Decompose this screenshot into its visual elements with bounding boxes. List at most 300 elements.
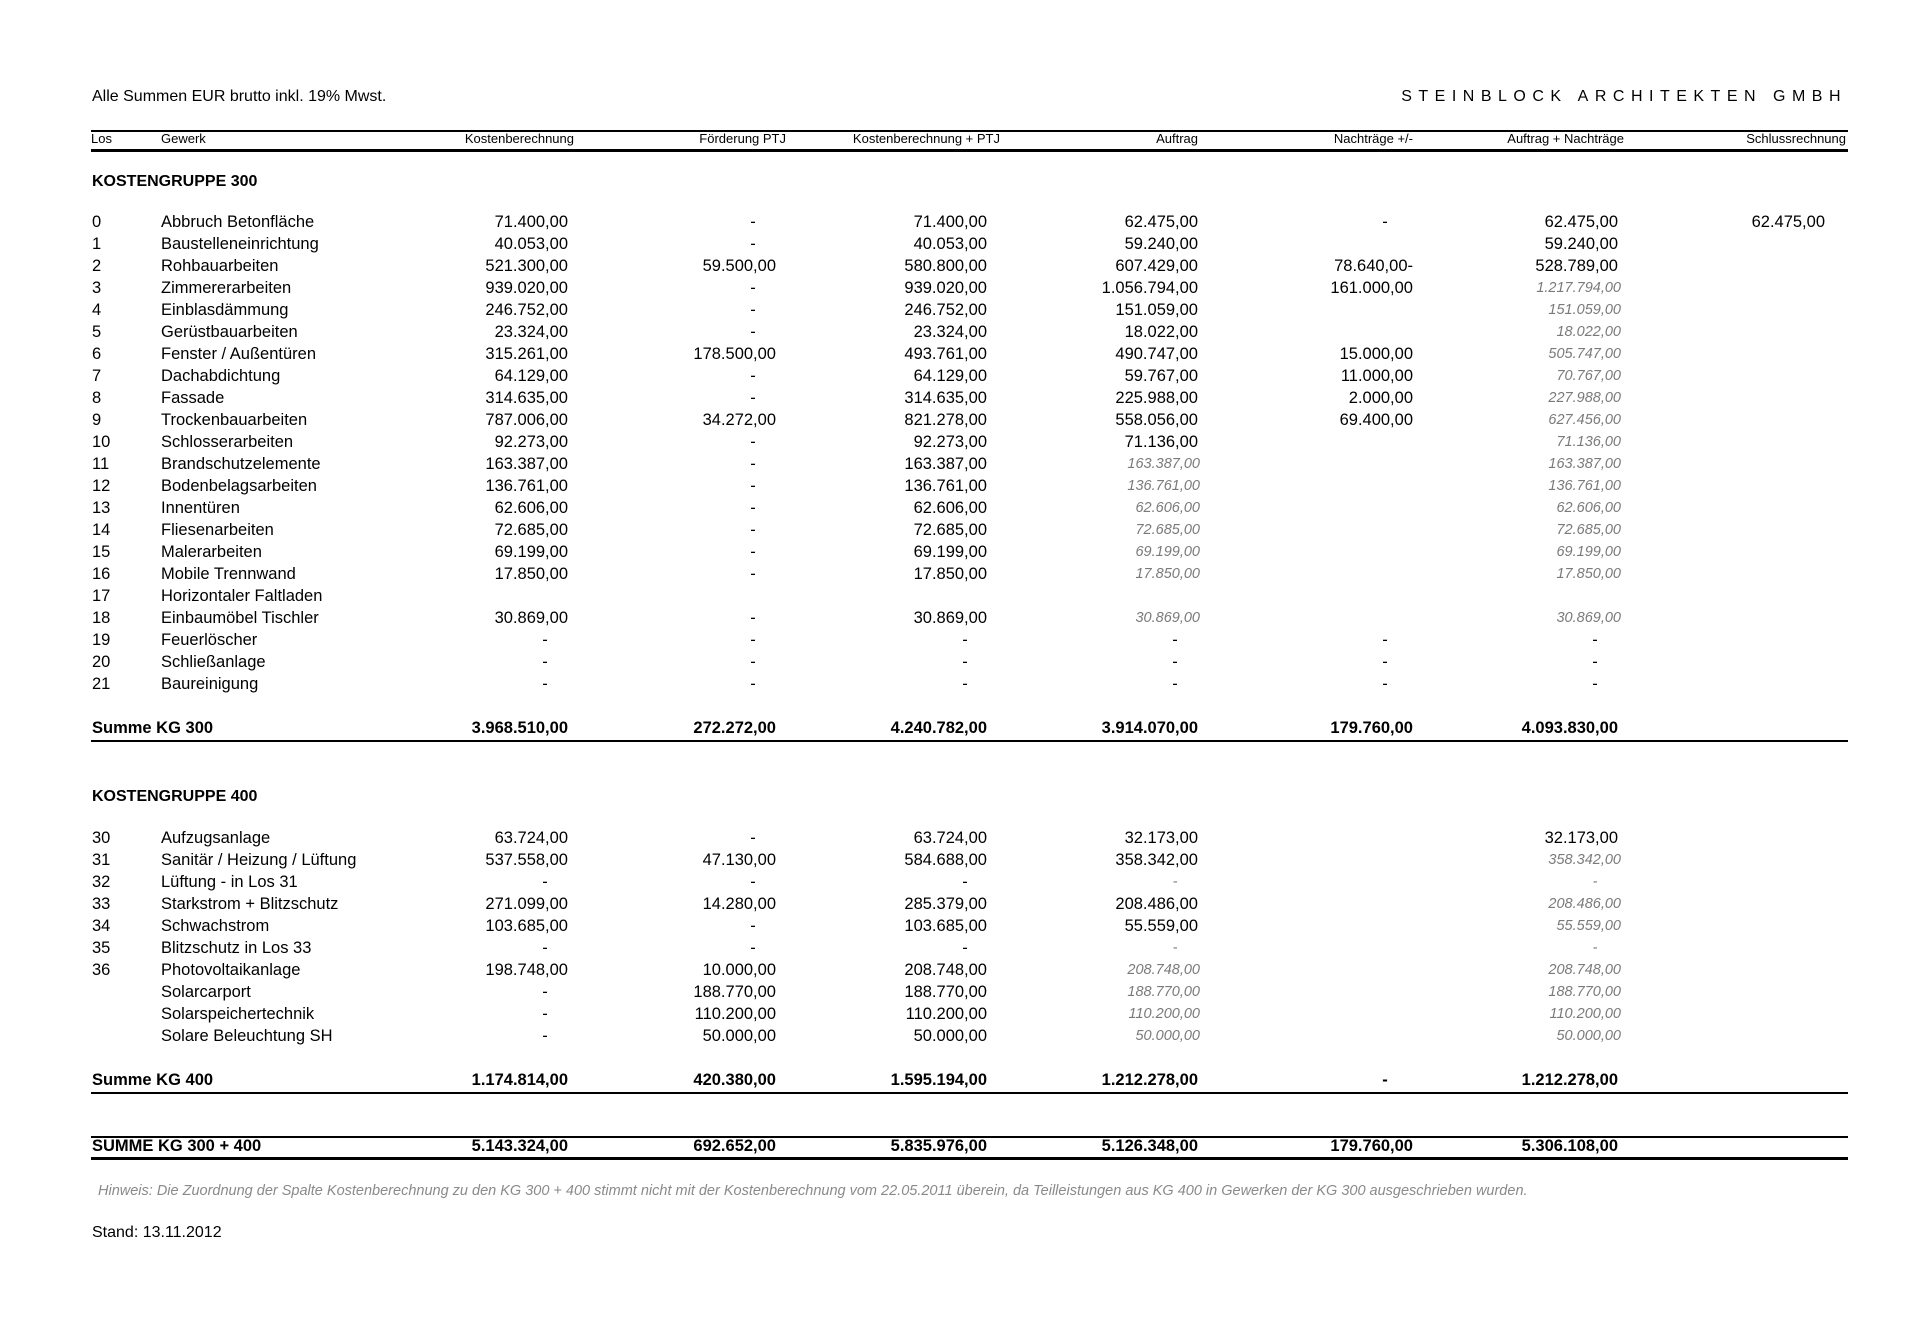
value-cell: 225.988,00 <box>1115 389 1198 407</box>
value-cell: - <box>750 631 756 649</box>
value-cell: 528.789,00 <box>1535 257 1618 275</box>
table-row <box>0 631 1920 653</box>
los-number: 10 <box>92 433 111 451</box>
value-cell: 17.850,00 <box>1135 566 1200 582</box>
sum-label: Summe KG 400 <box>92 1071 214 1089</box>
value-cell: 55.559,00 <box>1556 918 1621 934</box>
value-cell: 2.000,00 <box>1348 389 1413 407</box>
value-cell: 208.486,00 <box>1548 896 1621 912</box>
gewerk-name: Aufzugsanlage <box>161 829 271 847</box>
value-cell: 285.379,00 <box>904 895 987 913</box>
column-header: Förderung PTJ <box>699 131 786 146</box>
value-cell: 188.770,00 <box>693 983 776 1001</box>
value-cell: 314.635,00 <box>904 389 987 407</box>
gewerk-name: Baustelleneinrichtung <box>161 235 319 253</box>
sum-value: 179.760,00 <box>1330 1137 1413 1155</box>
kg400-sum-rule <box>91 1092 1848 1094</box>
value-cell: 70.767,00 <box>1556 368 1621 384</box>
value-cell: - <box>1592 631 1598 649</box>
sum-value: 1.595.194,00 <box>890 1071 987 1089</box>
total-sum-row <box>0 1137 1920 1159</box>
gewerk-name: Abbruch Betonfläche <box>161 213 315 231</box>
value-cell: - <box>962 631 968 649</box>
value-cell: 69.199,00 <box>1556 544 1621 560</box>
gewerk-name: Malerarbeiten <box>161 543 262 561</box>
value-cell: 62.475,00 <box>1544 213 1618 231</box>
column-header: Kostenberechnung <box>464 131 574 146</box>
gewerk-name: Schlosserarbeiten <box>161 433 294 451</box>
table-row <box>0 323 1920 345</box>
gewerk-name: Schwachstrom <box>161 917 270 935</box>
value-cell: 69.199,00 <box>1135 544 1200 560</box>
los-number: 4 <box>92 301 102 319</box>
value-cell: 59.240,00 <box>1124 235 1198 253</box>
value-cell: 30.869,00 <box>913 609 987 627</box>
column-header: Auftrag + Nachträge <box>1507 131 1624 146</box>
sum-value: 272.272,00 <box>693 719 776 737</box>
value-cell: 64.129,00 <box>913 367 987 385</box>
table-row <box>0 543 1920 565</box>
value-cell: 558.056,00 <box>1115 411 1198 429</box>
los-number: 34 <box>92 917 111 935</box>
value-cell: 358.342,00 <box>1115 851 1198 869</box>
value-cell: 198.748,00 <box>485 961 568 979</box>
table-row <box>0 653 1920 675</box>
value-cell: - <box>962 939 968 957</box>
sum-value: 5.835.976,00 <box>890 1137 987 1155</box>
value-cell: - <box>1382 675 1388 693</box>
gewerk-name: Einblasdämmung <box>161 301 289 319</box>
value-cell: - <box>962 675 968 693</box>
header-bottom-rule <box>91 149 1848 152</box>
value-cell: - <box>962 873 968 891</box>
value-cell: - <box>962 653 968 671</box>
value-cell: - <box>750 873 756 891</box>
value-cell: 63.724,00 <box>913 829 987 847</box>
sum-value: 1.212.278,00 <box>1101 1071 1198 1089</box>
los-number: 31 <box>92 851 111 869</box>
value-cell: 72.685,00 <box>1135 522 1200 538</box>
kg300-sum-row <box>0 719 1920 741</box>
value-cell: 110.200,00 <box>1549 1006 1621 1022</box>
los-number: 1 <box>92 235 102 253</box>
table-row <box>0 411 1920 433</box>
value-cell: - <box>750 543 756 561</box>
los-number: 19 <box>92 631 111 649</box>
footnote: Hinweis: Die Zuordnung der Spalte Kostenberechnung zu den KG 300 + 400 stimmt nicht mit der Kostenberechnung vom 22.05.2011 überein, da Teilleistungen aus KG 400 in Gewerken der KG 300 ausgeschrieben wurden. <box>98 1183 1528 1199</box>
value-cell: - <box>542 1027 548 1045</box>
value-cell: 188.770,00 <box>1127 984 1200 1000</box>
value-cell: 939.020,00 <box>485 279 568 297</box>
value-cell: 71.400,00 <box>494 213 568 231</box>
value-cell: - <box>750 279 756 297</box>
value-cell: 92.273,00 <box>913 433 987 451</box>
table-row <box>0 895 1920 917</box>
value-cell: - <box>750 433 756 451</box>
value-cell: 71.136,00 <box>1556 434 1621 450</box>
value-cell: - <box>1172 940 1178 956</box>
value-cell: - <box>1592 940 1598 956</box>
gewerk-name: Fenster / Außentüren <box>161 345 317 363</box>
sum-value: 3.968.510,00 <box>471 719 568 737</box>
value-cell: 32.173,00 <box>1124 829 1198 847</box>
value-cell: 627.456,00 <box>1548 412 1621 428</box>
value-cell: - <box>750 455 756 473</box>
table-row <box>0 983 1920 1005</box>
table-row <box>0 873 1920 895</box>
total-bottom-rule <box>91 1157 1848 1160</box>
value-cell: 103.685,00 <box>904 917 987 935</box>
los-number: 6 <box>92 345 102 363</box>
los-number: 15 <box>92 543 111 561</box>
value-cell: 151.059,00 <box>1115 301 1198 319</box>
table-row <box>0 279 1920 301</box>
sum-value: 3.914.070,00 <box>1101 719 1198 737</box>
sum-value: 1.212.278,00 <box>1521 1071 1618 1089</box>
value-cell: 62.475,00 <box>1124 213 1198 231</box>
value-cell: 32.173,00 <box>1544 829 1618 847</box>
value-cell: 314.635,00 <box>485 389 568 407</box>
value-cell: 537.558,00 <box>485 851 568 869</box>
gewerk-name: Trockenbauarbeiten <box>161 411 308 429</box>
value-cell: 178.500,00 <box>693 345 776 363</box>
value-cell: - <box>1172 653 1178 671</box>
table-row <box>0 367 1920 389</box>
value-cell: - <box>750 939 756 957</box>
los-number: 35 <box>92 939 111 957</box>
table-row <box>0 235 1920 257</box>
value-cell: - <box>750 499 756 517</box>
los-number: 11 <box>92 455 110 473</box>
kg400-sum-row <box>0 1071 1920 1093</box>
value-cell: 72.685,00 <box>494 521 568 539</box>
los-number: 3 <box>92 279 102 297</box>
value-cell: 50.000,00 <box>1135 1028 1200 1044</box>
value-cell: 59.500,00 <box>702 257 776 275</box>
gewerk-name: Einbaumöbel Tischler <box>161 609 319 627</box>
value-cell: - <box>542 675 548 693</box>
value-cell: 110.200,00 <box>1128 1006 1200 1022</box>
value-cell: 62.606,00 <box>1556 500 1621 516</box>
gewerk-name: Fliesenarbeiten <box>161 521 274 539</box>
los-number: 30 <box>92 829 111 847</box>
value-cell: 136.761,00 <box>1127 478 1200 494</box>
value-cell: 17.850,00 <box>1556 566 1621 582</box>
gewerk-name: Baureinigung <box>161 675 259 693</box>
value-cell: - <box>750 213 756 231</box>
value-cell: - <box>750 521 756 539</box>
sum-value: 4.240.782,00 <box>890 719 987 737</box>
value-cell: 50.000,00 <box>702 1027 776 1045</box>
value-cell: 72.685,00 <box>913 521 987 539</box>
los-number: 14 <box>92 521 111 539</box>
value-cell: 34.272,00 <box>702 411 776 429</box>
los-number: 12 <box>92 477 111 495</box>
value-cell: 17.850,00 <box>913 565 987 583</box>
los-number: 20 <box>92 653 111 671</box>
sum-value: 1.174.814,00 <box>471 1071 568 1089</box>
value-cell: 40.053,00 <box>494 235 568 253</box>
column-header: Auftrag <box>1156 131 1198 146</box>
value-cell: 71.400,00 <box>913 213 987 231</box>
table-row <box>0 257 1920 279</box>
value-cell: 521.300,00 <box>485 257 568 275</box>
los-number: 36 <box>92 961 111 979</box>
los-number: 7 <box>92 367 102 385</box>
value-cell: - <box>750 389 756 407</box>
value-cell: - <box>542 1005 548 1023</box>
kg400-title: KOSTENGRUPPE 400 <box>92 788 258 805</box>
value-cell: - <box>750 829 756 847</box>
value-cell: 55.559,00 <box>1124 917 1198 935</box>
los-number: 9 <box>92 411 102 429</box>
value-cell: 11.000,00 <box>1340 367 1413 385</box>
value-cell: 59.767,00 <box>1124 367 1198 385</box>
value-cell: - <box>1592 675 1598 693</box>
table-row <box>0 587 1920 609</box>
value-cell: - <box>542 939 548 957</box>
value-cell: 17.850,00 <box>494 565 568 583</box>
gewerk-name: Horizontaler Faltladen <box>161 587 323 605</box>
gewerk-name: Starkstrom + Blitzschutz <box>161 895 339 913</box>
value-cell: 315.261,00 <box>485 345 568 363</box>
los-number: 5 <box>92 323 102 341</box>
value-cell: 40.053,00 <box>913 235 987 253</box>
value-cell: 136.761,00 <box>1548 478 1621 494</box>
value-cell: 30.869,00 <box>1556 610 1621 626</box>
value-cell: - <box>750 235 756 253</box>
value-cell: - <box>750 675 756 693</box>
table-row <box>0 499 1920 521</box>
table-row <box>0 1005 1920 1027</box>
value-cell: 69.199,00 <box>494 543 568 561</box>
value-cell: 208.748,00 <box>1127 962 1200 978</box>
gewerk-name: Sanitär / Heizung / Lüftung <box>161 851 357 869</box>
value-cell: 1.056.794,00 <box>1101 279 1198 297</box>
gewerk-name: Lüftung - in Los 31 <box>161 873 298 891</box>
gewerk-name: Mobile Trennwand <box>161 565 296 583</box>
value-cell: 151.059,00 <box>1548 302 1621 318</box>
table-row <box>0 1027 1920 1049</box>
sum-label: Summe KG 300 <box>92 719 214 737</box>
los-number: 0 <box>92 213 102 231</box>
los-number: 18 <box>92 609 111 627</box>
los-number: 8 <box>92 389 102 407</box>
value-cell: 62.606,00 <box>1135 500 1200 516</box>
value-cell: 62.606,00 <box>913 499 987 517</box>
los-number: 2 <box>92 257 102 275</box>
value-cell: - <box>542 873 548 891</box>
gewerk-name: Fassade <box>161 389 225 407</box>
gewerk-name: Solarspeichertechnik <box>161 1005 315 1023</box>
table-row <box>0 213 1920 235</box>
value-cell: 14.280,00 <box>702 895 776 913</box>
value-cell: 50.000,00 <box>913 1027 987 1045</box>
value-cell: 110.200,00 <box>905 1005 987 1023</box>
value-cell: 787.006,00 <box>485 411 568 429</box>
value-cell: - <box>1172 631 1178 649</box>
value-cell: 23.324,00 <box>494 323 568 341</box>
value-cell: 188.770,00 <box>904 983 987 1001</box>
table-row <box>0 609 1920 631</box>
sum-value: 179.760,00 <box>1330 719 1413 737</box>
value-cell: 72.685,00 <box>1556 522 1621 538</box>
gewerk-name: Dachabdichtung <box>161 367 281 385</box>
value-cell: - <box>750 477 756 495</box>
value-cell: 188.770,00 <box>1548 984 1621 1000</box>
column-header: Nachträge +/- <box>1333 131 1413 146</box>
gewerk-name: Rohbauarbeiten <box>161 257 279 275</box>
value-cell: 161.000,00 <box>1330 279 1413 297</box>
los-number: 33 <box>92 895 111 913</box>
value-cell: 246.752,00 <box>485 301 568 319</box>
table-row <box>0 521 1920 543</box>
value-cell: - <box>1382 631 1388 649</box>
value-cell: 62.606,00 <box>494 499 568 517</box>
value-cell: - <box>1382 653 1388 671</box>
sum-value: 420.380,00 <box>693 1071 776 1089</box>
value-cell: 50.000,00 <box>1556 1028 1621 1044</box>
gewerk-name: Gerüstbauarbeiten <box>161 323 298 341</box>
value-cell: - <box>542 631 548 649</box>
table-row <box>0 565 1920 587</box>
value-cell: 47.130,00 <box>702 851 776 869</box>
gewerk-name: Bodenbelagsarbeiten <box>161 477 317 495</box>
value-cell: 64.129,00 <box>494 367 568 385</box>
value-cell: 63.724,00 <box>494 829 568 847</box>
gewerk-name: Feuerlöscher <box>161 631 258 649</box>
column-header: Los <box>91 131 112 146</box>
table-row <box>0 675 1920 697</box>
los-number: 21 <box>92 675 111 693</box>
kg300-title: KOSTENGRUPPE 300 <box>92 173 258 190</box>
sum-value: 5.143.324,00 <box>471 1137 568 1155</box>
gewerk-name: Photovoltaikanlage <box>161 961 301 979</box>
value-cell: - <box>1172 874 1178 890</box>
value-cell: 18.022,00 <box>1556 324 1621 340</box>
sum-value: - <box>1382 1071 1388 1089</box>
value-cell: 1.217.794,00 <box>1536 280 1621 296</box>
column-header: Schlussrechnung <box>1746 131 1846 146</box>
column-header: Gewerk <box>161 131 206 146</box>
value-cell: 62.475,00 <box>1751 213 1825 231</box>
sum-value: 5.306.108,00 <box>1521 1137 1618 1155</box>
value-cell: - <box>542 653 548 671</box>
gewerk-name: Solare Beleuchtung SH <box>161 1027 333 1045</box>
value-cell: 271.099,00 <box>485 895 568 913</box>
value-cell: 15.000,00 <box>1339 345 1413 363</box>
value-cell: 30.869,00 <box>1135 610 1200 626</box>
value-cell: 163.387,00 <box>904 455 987 473</box>
value-cell: 103.685,00 <box>485 917 568 935</box>
sum-value: 692.652,00 <box>693 1137 776 1155</box>
gewerk-name: Solarcarport <box>161 983 251 1001</box>
value-cell: 163.387,00 <box>1548 456 1621 472</box>
los-number: 13 <box>92 499 111 517</box>
table-row <box>0 455 1920 477</box>
value-cell: 69.400,00 <box>1339 411 1413 429</box>
value-cell: 136.761,00 <box>904 477 987 495</box>
value-cell: 821.278,00 <box>904 411 987 429</box>
value-cell: 10.000,00 <box>702 961 776 979</box>
table-row <box>0 433 1920 455</box>
table-row <box>0 917 1920 939</box>
value-cell: - <box>1172 675 1178 693</box>
value-cell: - <box>750 301 756 319</box>
value-cell: - <box>750 917 756 935</box>
table-row <box>0 851 1920 873</box>
gewerk-name: Brandschutzelemente <box>161 455 321 473</box>
value-cell: - <box>750 609 756 627</box>
table-row <box>0 961 1920 983</box>
value-cell: 227.988,00 <box>1548 390 1621 406</box>
table-row <box>0 345 1920 367</box>
value-cell: 358.342,00 <box>1548 852 1621 868</box>
value-cell: 246.752,00 <box>904 301 987 319</box>
value-cell: 92.273,00 <box>494 433 568 451</box>
value-cell: - <box>1592 653 1598 671</box>
value-cell: 208.486,00 <box>1115 895 1198 913</box>
value-cell: - <box>750 323 756 341</box>
value-cell: - <box>750 565 756 583</box>
column-header: Kostenberechnung + PTJ <box>852 131 1000 146</box>
los-number: 16 <box>92 565 111 583</box>
value-cell: 208.748,00 <box>904 961 987 979</box>
table-row <box>0 829 1920 851</box>
value-cell: 493.761,00 <box>904 345 987 363</box>
value-cell: 18.022,00 <box>1124 323 1198 341</box>
value-cell: - <box>1382 213 1388 231</box>
sum-value: 4.093.830,00 <box>1521 719 1618 737</box>
value-cell: 490.747,00 <box>1115 345 1198 363</box>
value-cell: - <box>542 983 548 1001</box>
value-cell: 136.761,00 <box>485 477 568 495</box>
value-cell: 580.800,00 <box>904 257 987 275</box>
value-cell: 163.387,00 <box>485 455 568 473</box>
gewerk-name: Blitzschutz in Los 33 <box>161 939 312 957</box>
value-cell: 78.640,00- <box>1334 257 1413 275</box>
value-cell: 208.748,00 <box>1548 962 1621 978</box>
value-cell: 59.240,00 <box>1544 235 1618 253</box>
gewerk-name: Schließanlage <box>161 653 266 671</box>
currency-note: Alle Summen EUR brutto inkl. 19% Mwst. <box>92 88 387 105</box>
table-row <box>0 939 1920 961</box>
value-cell: 584.688,00 <box>904 851 987 869</box>
value-cell: 30.869,00 <box>494 609 568 627</box>
value-cell: 505.747,00 <box>1548 346 1621 362</box>
company-name: STEINBLOCK ARCHITEKTEN GMBH <box>1401 88 1847 105</box>
value-cell: - <box>750 653 756 671</box>
sum-value: 5.126.348,00 <box>1101 1137 1198 1155</box>
gewerk-name: Innentüren <box>161 499 240 517</box>
value-cell: 69.199,00 <box>913 543 987 561</box>
table-row <box>0 301 1920 323</box>
value-cell: 71.136,00 <box>1124 433 1198 451</box>
los-number: 17 <box>92 587 111 605</box>
value-cell: 23.324,00 <box>913 323 987 341</box>
value-cell: 163.387,00 <box>1127 456 1200 472</box>
stand-date: Stand: 13.11.2012 <box>92 1224 222 1241</box>
kg300-sum-rule <box>91 740 1848 742</box>
value-cell: 110.200,00 <box>694 1005 776 1023</box>
los-number: 32 <box>92 873 111 891</box>
gewerk-name: Zimmererarbeiten <box>161 279 292 297</box>
table-row <box>0 389 1920 411</box>
value-cell: - <box>1592 874 1598 890</box>
value-cell: - <box>750 367 756 385</box>
value-cell: 939.020,00 <box>904 279 987 297</box>
table-row <box>0 477 1920 499</box>
